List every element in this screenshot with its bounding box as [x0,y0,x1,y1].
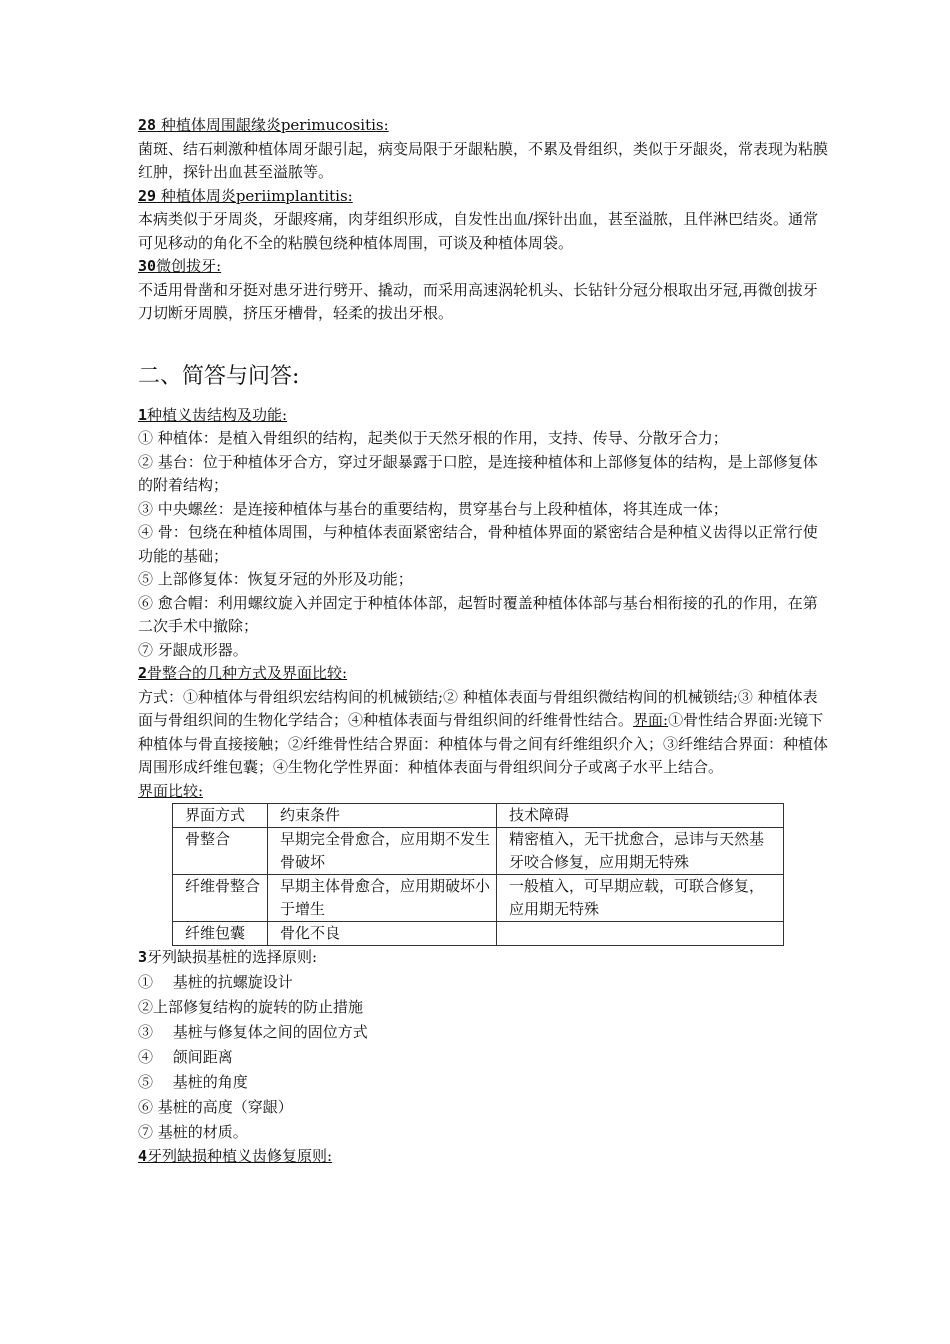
q3-heading: 3牙列缺损基桩的选择原则: [138,948,318,966]
def-29-body: 本病类似于牙周炎，牙龈疼痛，肉芽组织形成，自发性出血/探针出血，甚至溢脓，且伴淋巴结炎。通常可见移动的角化不全的粘膜包绕种植体周围，可谈及种植体周袋。 [138,210,819,252]
q1-item: ⑤ 上部修复体：恢复牙冠的外形及功能； [138,570,413,588]
table-cell: 纤维包囊 [173,922,268,946]
q3-block [138,946,828,1145]
table-cell: 骨化不良 [268,922,497,946]
table-cell: 精密植入，无干扰愈合，忌讳与天然基牙咬合修复，应用期无特殊 [497,828,784,875]
table-header-cell: 约束条件 [268,804,497,828]
table-cell: 早期完全骨愈合，应用期不发生骨破坏 [268,828,497,875]
q1-item: ④ 骨：包绕在种植体周围，与种植体表面紧密结合，骨种植体界面的紧密结合是种植义齿得以正常行使功能的基础； [138,523,818,565]
table-header-row [173,804,784,828]
q3-item: ① 基桩的抗螺旋设计 [138,972,293,991]
q3-item: ②上部修复结构的旋转的防止措施 [138,997,364,1016]
document-page [138,114,828,1168]
q2-compare-title: 界面比较: [138,781,204,800]
q1-item: ⑥ 愈合帽：利用螺纹旋入并固定于种植体体部，起暂时覆盖种植体体部与基台相衔接的孔的作用，在第二次手术中撤除； [138,593,818,635]
q2-heading: 2骨整合的几种方式及界面比较: [138,664,348,682]
q3-item: ④ 颌间距离 [138,1047,233,1066]
q3-item: ③ 基桩与修复体之间的固位方式 [138,1022,368,1041]
table-cell [497,922,784,946]
def-30-heading: 30微创拔牙: [138,257,222,275]
q1-item: ② 基台：位于种植体牙合方，穿过牙龈暴露于口腔，是连接种植体和上部修复体的结构，是上部修复体的附着结构； [138,452,818,494]
table-header-cell: 技术障碍 [497,804,784,828]
section-title: 二、简答与问答: [138,363,300,389]
table-row [173,828,784,875]
table-cell: 骨整合 [173,828,268,875]
def-30-body: 不适用骨凿和牙挺对患牙进行劈开、撬动，而采用高速涡轮机头、长钻针分冠分根取出牙冠,再微创拔牙刀切断牙周膜，挤压牙槽骨，轻柔的拔出牙根。 [138,280,818,322]
def-28-heading: 28 种植体周围龈缘炎perimucositis: [138,116,389,134]
interface-compare-table [172,803,784,946]
table-cell: 纤维骨整合 [173,875,268,922]
q3-item: ⑦ 基桩的材质。 [138,1122,248,1141]
q3-item: ⑥ 基桩的高度（穿龈） [138,1097,293,1116]
table-cell: 早期主体骨愈合，应用期破坏小于增生 [268,875,497,922]
table-header-cell: 界面方式 [173,804,268,828]
def-28-body: 菌斑、结石刺激种植体周牙龈引起，病变局限于牙龈粘膜，不累及骨组织，类似于牙龈炎，常表现为粘膜红肿，探针出血甚至溢脓等。 [138,139,829,181]
q3-item: ⑤ 基桩的角度 [138,1072,248,1091]
q1-item: ① 种植体：是植入骨组织的结构，起类似于天然牙根的作用，支持、传导、分散牙合力； [138,429,728,447]
q1-item: ③ 中央螺丝：是连接种植体与基台的重要结构，贯穿基台与上段种植体，将其连成一体； [138,499,728,518]
table-cell: 一般植入，可早期应载，可联合修复，应用期无特殊 [497,875,784,922]
table-row [173,875,784,922]
table-row [173,922,784,946]
q2-body: 方式：①种植体与骨组织宏结构间的机械锁结;② 种植体表面与骨组织微结构间的机械锁结;③ 种植体表面与骨组织间的生物化学结合；④种植体表面与骨组织间的纤维骨性结合。界面:①骨性结合界面:光镜下种植体与骨直接接触；②纤维骨性结合界面：种植体与骨之间有纤维组织介入；③纤维结合界面：种植体周围形成纤维包囊；④生物化学性界面：种植体表面与骨组织间分子或离子水平上结合。 [138,687,829,776]
q4-heading: 4牙列缺损种植义齿修复原则: [138,1146,333,1165]
q1-item: ⑦ 牙龈成形器。 [138,640,248,659]
def-29-heading: 29 种植体周炎periimplantitis: [138,186,353,205]
q1-heading: 1种植义齿结构及功能: [138,405,288,424]
